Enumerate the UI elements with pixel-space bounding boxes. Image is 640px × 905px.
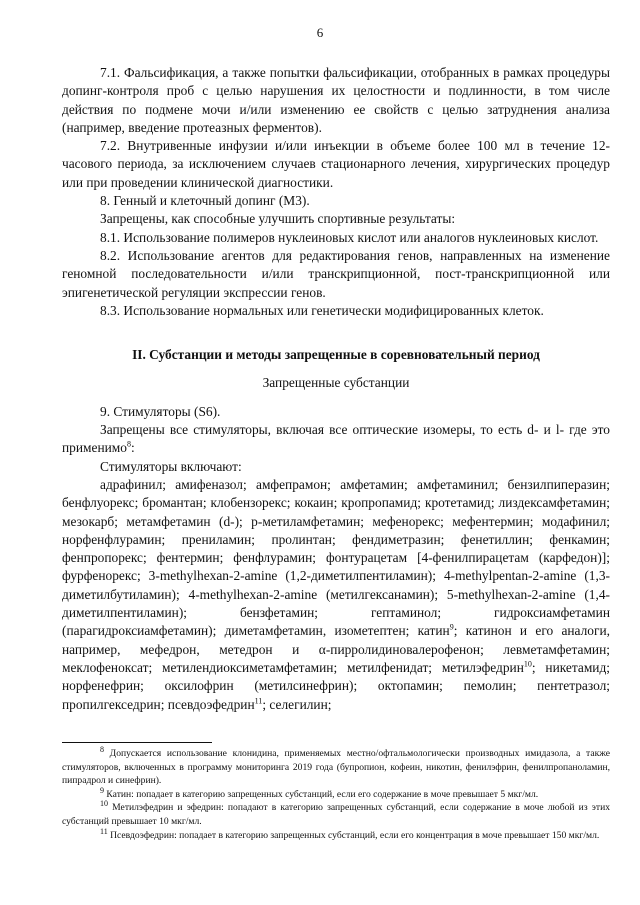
section-heading: II. Субстанции и методы запрещенные в соревновательный период xyxy=(132,347,540,363)
paragraph-8: 8. Генный и клеточный допинг (М3). xyxy=(100,193,310,209)
footnote-11: $^{11}$ Псевдоэфедрин: попадает в категорию запрещенных субстанций, если его концентрация в моче превышает 150 мкг/мл. xyxy=(100,826,600,841)
footnote-ref-8: 8 xyxy=(126,439,131,449)
footnote-ref-11: 11 xyxy=(254,696,263,706)
footnote-10: $^{10}$ Метилэфедрин и эфедрин: попадают в категорию запрещенных субстанций, если содержание в моче любой из этих субстанций превышает 10 мкг/мл. xyxy=(62,799,610,827)
footnote-9: $^9$ Катин: попадает в категорию запрещенных субстанций, если его содержание в моче превышает 5 мкг/мл. xyxy=(100,785,539,800)
footnote-ref-9: 9 xyxy=(449,622,454,632)
p9-text-a: Запрещены все стимуляторы, включая все оптические изомеры, то есть d- и l- где это применимо xyxy=(62,422,610,456)
paragraph-7-1: 7.1. Фальсификация, а также попытки фальсификации, отобранных в рамках процедуры допинг-контроля проб с целью нарушения их целостности и подлинности, в том числе действия по подмене мочи и/или изменению ее свойств с целью затруднения анализа (например, введение протеазных ферментов). xyxy=(62,65,610,135)
p9-text-b: : xyxy=(130,440,135,456)
subheading: Запрещенные субстанции xyxy=(262,375,410,391)
paragraph-9-text xyxy=(62,421,610,458)
footnote-8: $^8$ Допускается использование клонидина, применяемых местно/офтальмологически производных имидазола, а также стимуляторов, включенных в программу мониторинга 2019 года (бупропион, кофеин, никотин, фенилэфрин, фенилпропаноламин, пипрадрол и синефрин). xyxy=(62,744,610,787)
stimulants-part-a: адрафинил; амифеназол; амфепрамон; амфетамин; амфетаминил; бензилпиперазин; бенфлуорекс; бромантан; клобензорекс; кокаин; кропропамид; кротетамид; лиздексамфетамин; мезокарб; метамфетамин (d-); р-метиламфетамин; мефенорекс; мефентермин; модафинил; норфенфлурамин; прениламин; пролинтан; фендиметразин; фенетиллин; фенкамин; фенпропорекс; фентермин; фенфлурамин; фонтурацетам [4-фенилпирацетам (карфедон)]; фурфенорекс; 3-methylhexan-2-amine (1,2-диметилпентиламин); 4-methylpentan-2-amine (1,3-диметилбутиламин); 4-methylhexan-2-amine (метилгексанамин); 5-methylhexan-2-amine (1,4-диметилпентиламин); бензфетамин; гептаминол; гидроксиамфетамин (парагидроксиамфетамин); диметамфетамин, изометептен; катин xyxy=(62,476,610,639)
footnotes xyxy=(62,744,610,842)
footnote-ref-10: 10 xyxy=(523,659,532,669)
paragraph-8-1: 8.1. Использование полимеров нуклеиновых кислот или аналогов нуклеиновых кислот. xyxy=(100,229,599,245)
stimulants-part-b: ; катинон и его аналоги, например, мефедрон, метедрон и α-пирролидиновалерофенон; левметамфетамин; меклофеноксат; метилендиоксиметамфетамин; метилфенидат; метилэфедрин xyxy=(62,623,610,675)
paragraph-7-2: 7.2. Внутривенные инфузии и/или инъекции в объеме более 100 мл в течение 12-часового периода, за исключением случаев стационарного лечения, хирургических процедур или при проведении клинической диагностики. xyxy=(62,138,610,190)
footnote-separator xyxy=(62,742,212,743)
document-body xyxy=(62,64,610,714)
stimulants-list xyxy=(62,476,610,714)
stimulants-part-c: ; никетамид; норфенефрин; оксилофрин (метилсинефрин); октопамин; пемолин; пентетразол; пропилгекседрин; псевдоэфедрин xyxy=(62,659,610,712)
paragraph-8-3: 8.3. Использование нормальных или генетически модифицированных клеток. xyxy=(100,302,544,318)
paragraph-8-intro: Запрещены, как способные улучшить спортивные результаты: xyxy=(100,211,456,227)
paragraph-9: 9. Стимуляторы (S6). xyxy=(100,403,221,419)
stimulants-part-d: ; селегилин; xyxy=(262,696,332,712)
paragraph-9-includes: Стимуляторы включают: xyxy=(100,458,242,474)
page-number: 6 xyxy=(316,25,324,40)
paragraph-8-2: 8.2. Использование агентов для редактирования генов, направленных на изменение геномной последовательности и/или транскрипционной, пост-транскрипционной или эпигенетической регуляции экспрессии генов. xyxy=(62,247,610,300)
